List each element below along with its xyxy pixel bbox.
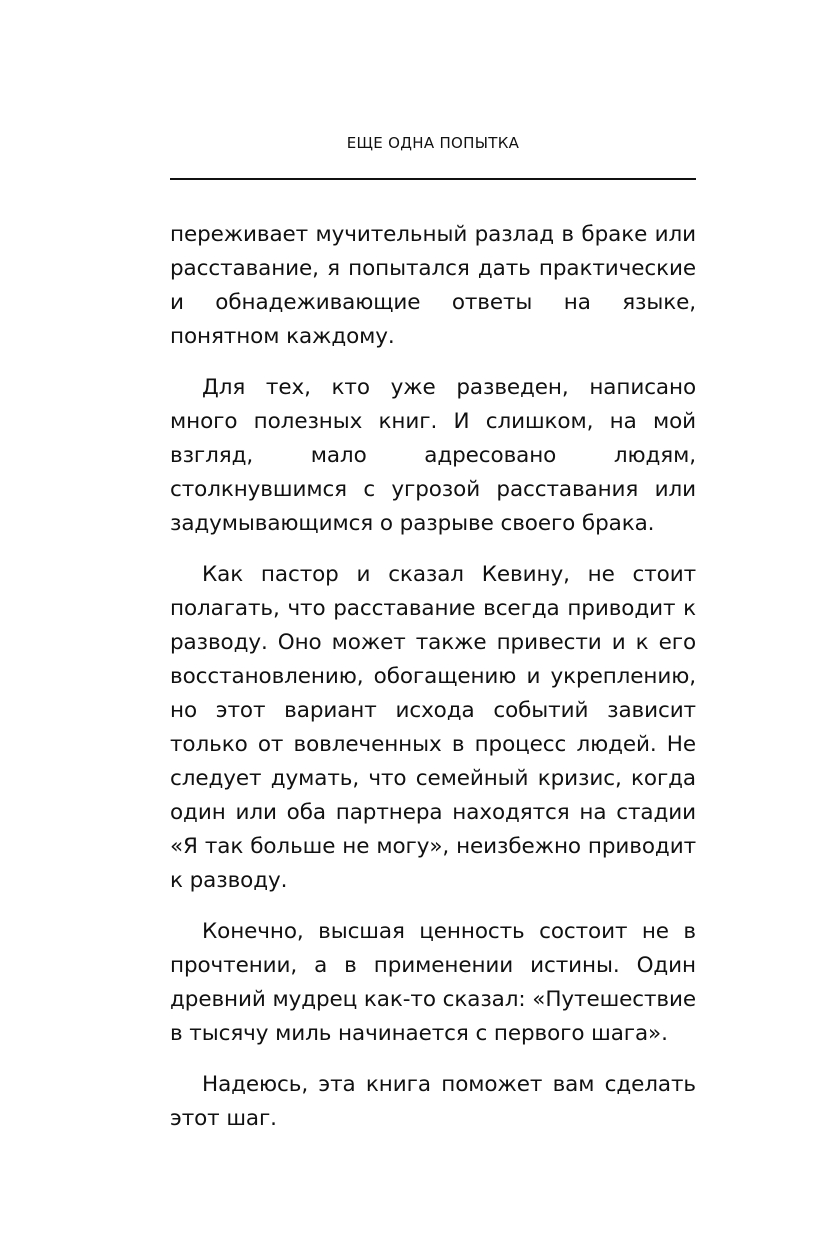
- paragraph: Надеюсь, эта книга поможет вам сделать этот шаг.: [170, 1072, 696, 1131]
- body-text: [170, 218, 696, 1153]
- paragraph: Для тех, кто уже разведен, написано много полезных книг. И слишком, на мой взгляд, мало адресовано людям, столкнувшимся с угрозой расставания или задумывающимся о разрыве своего брака.: [170, 375, 696, 536]
- paragraph: Конечно, высшая ценность состоит не в прочтении, а в применении истины. Один древний мудрец как-то сказал: «Путешествие в тысячу миль начинается с первого шага».: [170, 919, 696, 1046]
- paragraph: Как пастор и сказал Кевину, не стоит полагать, что расставание всегда приводит к разводу. Оно может также привести и к его восстановлению, обогащению и укреплению, но этот вариант исхода событий зависит только от вовлеченных в процесс людей. Не следует думать, что семейный кризис, когда один или оба партнера находятся на стадии «Я так больше не могу», неизбежно приводит к разводу.: [170, 562, 696, 893]
- running-header: ЕЩЕ ОДНА ПОПЫТКА: [346, 134, 520, 152]
- header-rule: [170, 178, 696, 180]
- paragraph-continuation: переживает мучительный разлад в браке или расставание, я попытался дать практические и обнадеживающие ответы на языке, понятном каждому.: [170, 222, 696, 349]
